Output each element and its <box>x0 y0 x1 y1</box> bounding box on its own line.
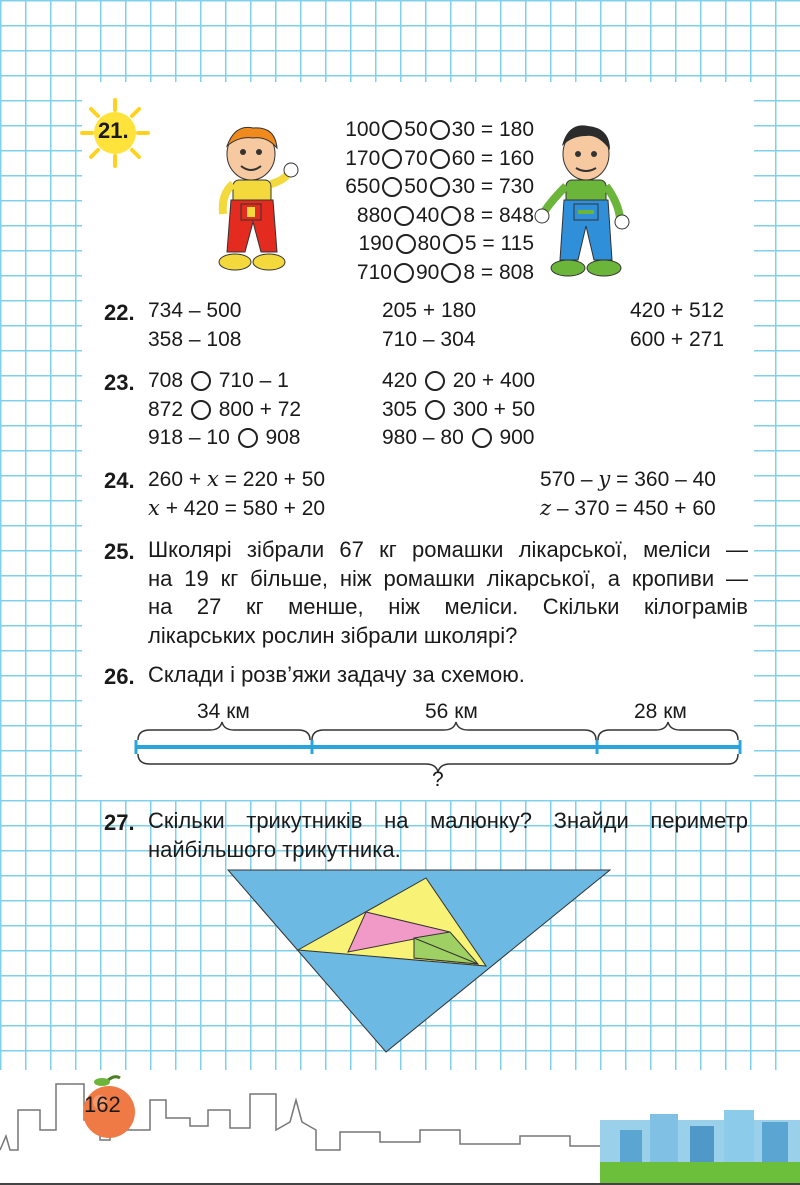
operation-circle[interactable] <box>396 234 416 254</box>
operation-circle[interactable] <box>443 234 463 254</box>
segment-label-1: 34 км <box>197 700 250 723</box>
expression: 205 + 180 <box>382 299 477 322</box>
task-21-equation: 880 40 8 = 848 <box>356 203 534 227</box>
task-27-number: 27. <box>104 810 135 835</box>
equation: 570 – y = 360 – 40 <box>540 467 716 491</box>
operation-circle[interactable] <box>394 263 414 283</box>
segment-label-2: 56 км <box>425 700 478 723</box>
operation-circle[interactable] <box>441 206 461 226</box>
brace-segment-3 <box>598 722 738 740</box>
task-23-col2 <box>382 367 535 453</box>
task-24-left <box>148 465 325 522</box>
task-21-equation: 100 50 30 = 180 <box>345 118 534 141</box>
comparison: 305 300 + 50 <box>382 397 536 421</box>
operation-circle[interactable] <box>382 120 402 140</box>
operation-circle[interactable] <box>394 206 414 226</box>
task-21-equation: 190 80 5 = 115 <box>358 232 534 255</box>
comparison: 420 20 + 400 <box>382 369 536 392</box>
task-25-text: Школярі зібрали 67 кг ромашки лікарської, меліси — на 19 кг більше, ніж ромашки лікарської, а кропиви — на 27 кг менше, ніж меліси. Скільки кілограмів лікарських рослин зібрали школярі? <box>148 537 748 648</box>
compare-circle[interactable] <box>238 428 258 448</box>
operation-circle[interactable] <box>382 149 402 169</box>
operation-circle[interactable] <box>430 177 450 197</box>
task-27-text: Скільки трикутників на малюнку? Знайди периметр найбільшого трикутника. <box>148 808 748 862</box>
expression: 734 – 500 <box>148 299 242 322</box>
expression: 420 + 512 <box>630 299 725 322</box>
comparison: 708 710 – 1 <box>148 369 289 392</box>
triangles-figure <box>226 868 612 1054</box>
task-22-col1 <box>148 297 241 354</box>
boy-blue-overalls-illustration <box>532 122 637 282</box>
task-21-equation: 710 90 8 = 808 <box>356 260 534 284</box>
expression: 358 – 108 <box>148 327 242 351</box>
task-21-equation: 650 50 30 = 730 <box>345 175 534 198</box>
operation-circle[interactable] <box>430 120 450 140</box>
expression: 600 + 271 <box>630 327 725 351</box>
equation: 260 + x = 220 + 50 <box>148 467 326 491</box>
task-22-col2 <box>382 297 476 354</box>
compare-circle[interactable] <box>191 400 211 420</box>
task-21-number: 21. <box>98 118 129 143</box>
task-23-col1 <box>148 367 301 453</box>
total-unknown: ? <box>432 768 444 791</box>
equation: z – 370 = 450 + 60 <box>540 495 716 520</box>
compare-circle[interactable] <box>191 371 211 391</box>
task-24-right <box>540 465 716 522</box>
comparison: 918 – 10 908 <box>148 426 301 449</box>
task-22-number: 22. <box>104 300 135 325</box>
brace-segment-1 <box>138 722 310 740</box>
task-26-text: Склади і розв’яжи задачу за схемою. <box>148 662 525 687</box>
task-21-equations <box>302 116 534 287</box>
task-22-col3 <box>630 297 724 354</box>
comparison: 980 – 80 900 <box>382 426 535 449</box>
page-number: 162 <box>84 1092 121 1117</box>
expression: 710 – 304 <box>382 327 476 351</box>
segment-label-3: 28 км <box>634 700 687 723</box>
compare-circle[interactable] <box>425 371 445 391</box>
comparison: 872 800 + 72 <box>148 397 302 421</box>
task-25-number: 25. <box>104 539 135 564</box>
compare-circle[interactable] <box>472 428 492 448</box>
task-24-number: 24. <box>104 468 135 493</box>
boy-red-overalls-illustration <box>205 122 300 278</box>
task-26-number: 26. <box>104 664 135 689</box>
operation-circle[interactable] <box>441 263 461 283</box>
task-21-equation: 170 70 60 = 160 <box>345 146 534 170</box>
operation-circle[interactable] <box>382 177 402 197</box>
compare-circle[interactable] <box>425 400 445 420</box>
operation-circle[interactable] <box>430 149 450 169</box>
equation: x + 420 = 580 + 20 <box>148 495 326 520</box>
brace-segment-2 <box>312 722 596 740</box>
task-23-number: 23. <box>104 370 135 395</box>
